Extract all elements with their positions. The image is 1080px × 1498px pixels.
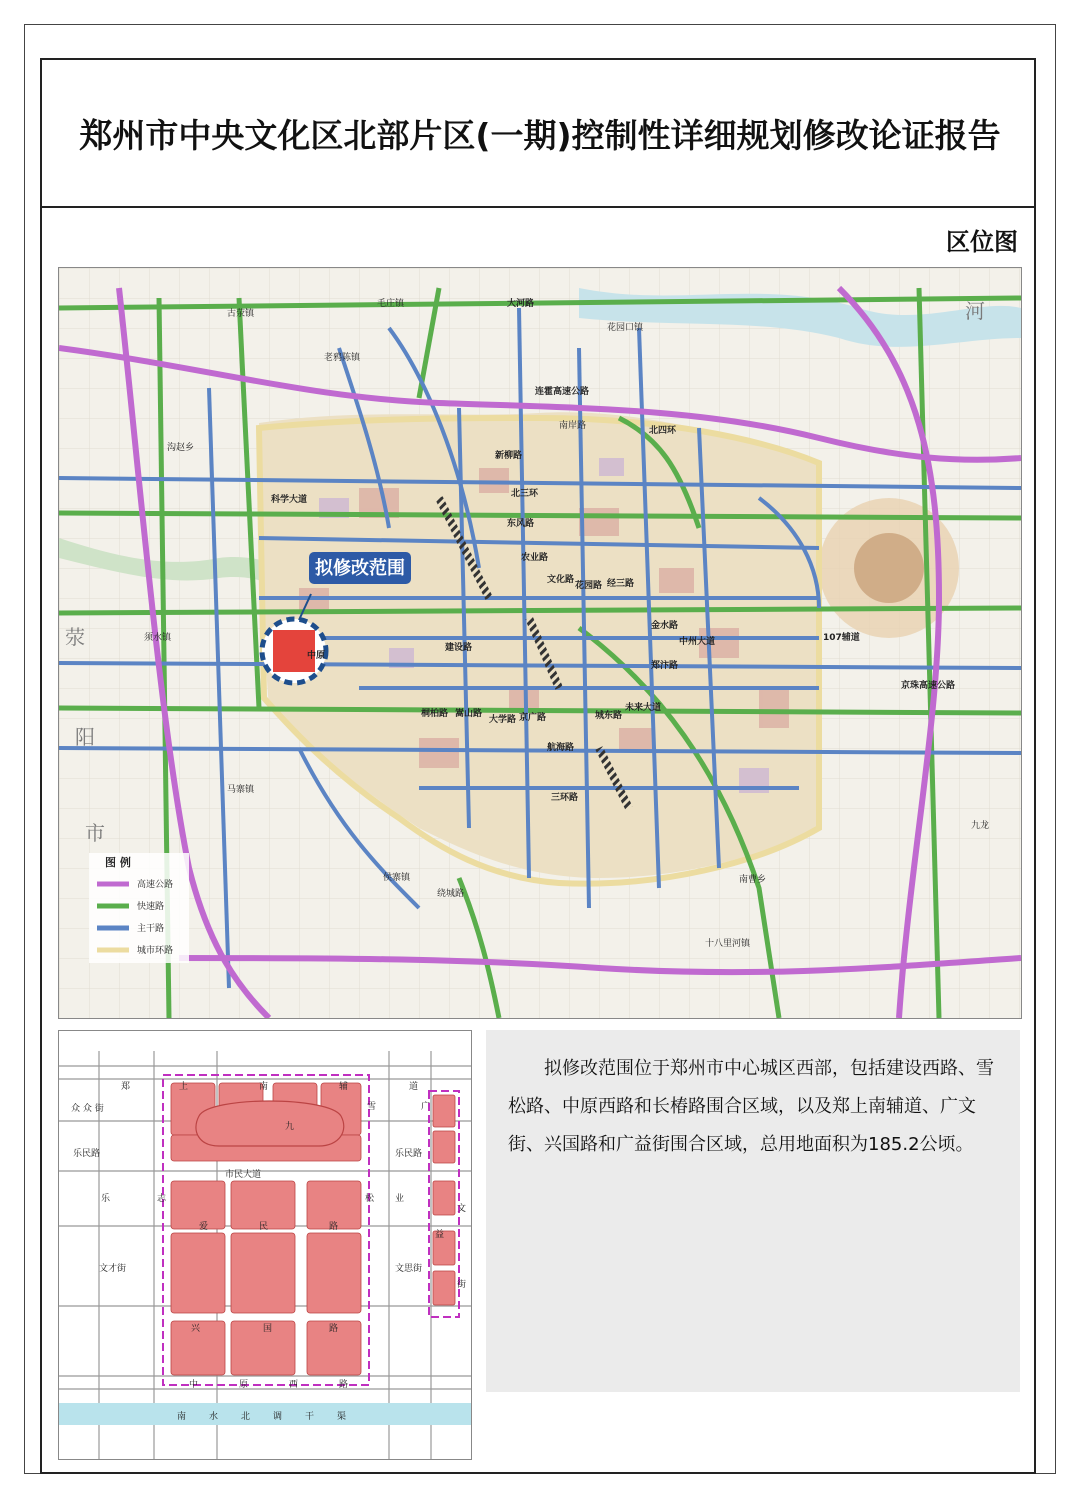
- detail-label: 雪: [367, 1102, 377, 1112]
- detail-label: 街: [457, 1280, 467, 1290]
- detail-label: 业: [395, 1194, 405, 1204]
- label-town: 马寨镇: [227, 785, 255, 795]
- detail-label: 民: [259, 1222, 269, 1232]
- legend-label: 高速公路: [137, 880, 174, 890]
- legend-heading: 图 例: [105, 856, 131, 869]
- label-road: 东风路: [507, 519, 535, 529]
- label-road: 郑汴路: [651, 661, 679, 671]
- detail-label: 中: [189, 1380, 199, 1390]
- label-road: 新柳路: [495, 451, 523, 461]
- legend-label: 主干路: [137, 924, 165, 934]
- label-road: 中州大道: [679, 637, 716, 647]
- detail-label: 南: [177, 1412, 187, 1422]
- label-road: 嵩山路: [455, 709, 483, 719]
- detail-label: 原: [239, 1380, 249, 1390]
- label-road: 南岸路: [559, 421, 587, 431]
- detail-label: 乐民路: [73, 1149, 101, 1159]
- detail-map: [58, 1030, 472, 1460]
- detail-label: 调: [273, 1412, 283, 1422]
- label-road: 文化路: [547, 575, 575, 585]
- detail-label: 国: [263, 1324, 273, 1334]
- detail-label: 文: [457, 1204, 467, 1214]
- label-town: 南曹乡: [739, 875, 767, 885]
- label-road: 花园路: [575, 581, 603, 591]
- detail-label: 兴: [191, 1324, 201, 1334]
- label-town: 须水镇: [144, 633, 172, 643]
- detail-label: 市民大道: [225, 1170, 262, 1180]
- map-legend: [89, 853, 189, 963]
- label-city: 市: [85, 821, 105, 845]
- label-town: 花园口镇: [607, 323, 644, 333]
- label-road: 经三路: [607, 579, 635, 589]
- page-subtitle: 区位图: [946, 228, 1018, 256]
- label-road: 中原: [307, 651, 326, 661]
- page-title: 郑州市中央文化区北部片区(一期)控制性详细规划修改论证报告: [79, 116, 1001, 155]
- detail-label: 爱: [199, 1222, 209, 1232]
- detail-label: 上: [179, 1082, 189, 1092]
- detail-label: 文才街: [99, 1264, 127, 1274]
- legend-label: 城市环路: [137, 946, 174, 956]
- label-road: 三环路: [551, 793, 579, 803]
- location-map: [58, 267, 1022, 1019]
- detail-label: 松: [365, 1194, 375, 1204]
- detail-label: 九: [285, 1122, 295, 1132]
- label-town: 十八里河镇: [705, 939, 751, 949]
- label-road: 金水路: [651, 621, 679, 631]
- label-road: 北四环: [649, 426, 677, 436]
- detail-label: 干: [305, 1412, 315, 1422]
- label-river: 河: [965, 299, 985, 323]
- description-text: 拟修改范围位于郑州市中心城区西部，包括建设西路、雪松路、中原西路和长椿路围合区域，以及郑上南辅道、广文街、兴国路和广益街围合区域，总用地面积为185.2公顷。: [508, 1058, 994, 1155]
- detail-label: 辅: [339, 1082, 349, 1092]
- detail-label: 文思街: [395, 1264, 423, 1274]
- label-town: 九龙: [971, 821, 990, 831]
- label-city: 荥: [65, 625, 85, 649]
- label-road: 科学大道: [271, 495, 308, 505]
- detail-label: 广: [421, 1102, 431, 1112]
- label-road: 连霍高速公路: [535, 387, 590, 397]
- detail-label: 道: [409, 1082, 419, 1092]
- detail-label: 乐民路: [395, 1149, 423, 1159]
- detail-label: 郑: [121, 1082, 131, 1092]
- detail-label: 南: [259, 1082, 269, 1092]
- detail-label: 乐: [101, 1194, 111, 1204]
- label-road: 建设路: [445, 643, 473, 653]
- label-road: 绕城路: [437, 889, 465, 899]
- label-road: 京珠高速公路: [901, 681, 956, 691]
- label-city: 阳: [75, 725, 95, 749]
- label-road: 桐柏路: [421, 709, 449, 719]
- label-road: 城东路: [595, 711, 623, 721]
- label-road: 大学路: [489, 715, 517, 725]
- detail-label: 路: [339, 1380, 349, 1390]
- label-road: 未来大道: [625, 703, 662, 713]
- label-town: 沟赵乡: [167, 443, 195, 453]
- label-road: 农业路: [521, 553, 549, 563]
- label-town: 老鸦陈镇: [324, 353, 361, 363]
- label-road: 航海路: [547, 743, 575, 753]
- label-town: 侯寨镇: [383, 873, 411, 883]
- label-road: 107辅道: [823, 633, 860, 643]
- detail-label: 路: [329, 1222, 339, 1232]
- description-box: [486, 1030, 1020, 1392]
- label-road: 京广路: [519, 713, 547, 723]
- detail-label: 渠: [337, 1412, 347, 1422]
- legend-label: 快速路: [137, 902, 165, 912]
- detail-label: 北: [241, 1412, 251, 1422]
- label-town: 毛庄镇: [377, 299, 405, 309]
- label-town: 古荥镇: [227, 309, 255, 319]
- detail-label: 众 众 街: [71, 1104, 104, 1114]
- detail-label: 西: [289, 1380, 299, 1390]
- detail-label: 水: [209, 1412, 219, 1422]
- detail-label: 志: [157, 1194, 167, 1204]
- label-road: 北三环: [511, 489, 539, 499]
- callout-label: 拟修改范围: [315, 558, 405, 579]
- detail-label: 路: [329, 1324, 339, 1334]
- label-road: 大河路: [507, 299, 535, 309]
- detail-label: 益: [435, 1230, 445, 1240]
